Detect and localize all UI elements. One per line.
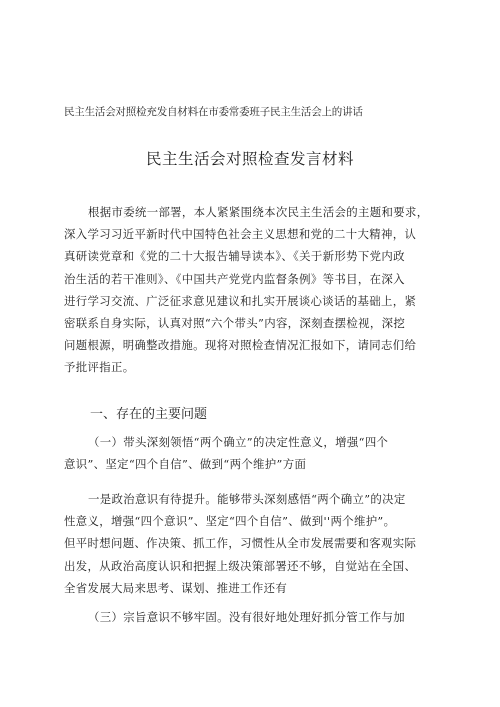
paragraph-line: 出发，从政治高度认识和把握上级决策部署还不够，自觉站在全国、 [64,558,417,573]
political-awareness-paragraph [64,488,442,599]
intro-line: 进行学习交流、广泛征求意见建议和扎实开展谈心谈话的基础上，紧 [64,293,417,308]
document-header: 民主生活会对照检充发自材料在市委常委班子民主生活会上的讲话 [64,106,363,118]
intro-line: 真研读党章和《党的二十大报告辅导读本》、《关于新形势下党内政 [64,249,405,264]
intro-line: 根据市委统一部署，本人紧紧围绕本次民主生活会的主题和要求， [88,205,429,219]
subsection-heading-3 [64,606,442,628]
document-title: 民主生活会对照检查发言材料 [145,150,354,168]
subsection-line: 意识”、坚定“四个自信”、做到“两个维护”方面 [64,457,307,472]
intro-line: 治生活的若干准则》、《中国共产党党内监督条例》等书目，在深入 [64,271,405,286]
intro-line: 深入学习习近平新时代中国特色社会主义思想和党的二十大精神，认 [64,227,417,242]
intro-line: 密联系自身实际，认真对照“六个带头”内容，深刻查摆检视，深挖 [64,316,406,331]
intro-line: 问题根源，明确整改措施。现将对照检查情况汇报如下，请同志们给 [64,338,417,353]
paragraph-line: 性意义，增强“四个意识”、坚定“四个自信”、做到''两个维护”。 [64,514,396,529]
subsection-line: （一）带头深刻领悟“两个确立”的决定性意义，增强“四个 [88,435,389,449]
paragraph-line: 全省发展大局来思考、谋划、推进工作还有 [64,580,288,595]
subsection-line: （三）宗旨意识不够牢固。没有很好地处理好抓分管工作与加 [88,610,405,624]
paragraph-line: 但平时想问题、作决策、抓工作，习惯性从全市发展需要和客观实际 [64,536,417,551]
intro-paragraph [64,201,442,379]
subsection-heading-1 [64,431,442,475]
section-heading-problems: 一、存在的主要问题 [90,407,208,422]
paragraph-line: 一是政治意识有待提升。能够带头深刻感悟“两个确立”的决定 [88,492,406,506]
intro-line: 予批评指正。 [64,360,135,375]
